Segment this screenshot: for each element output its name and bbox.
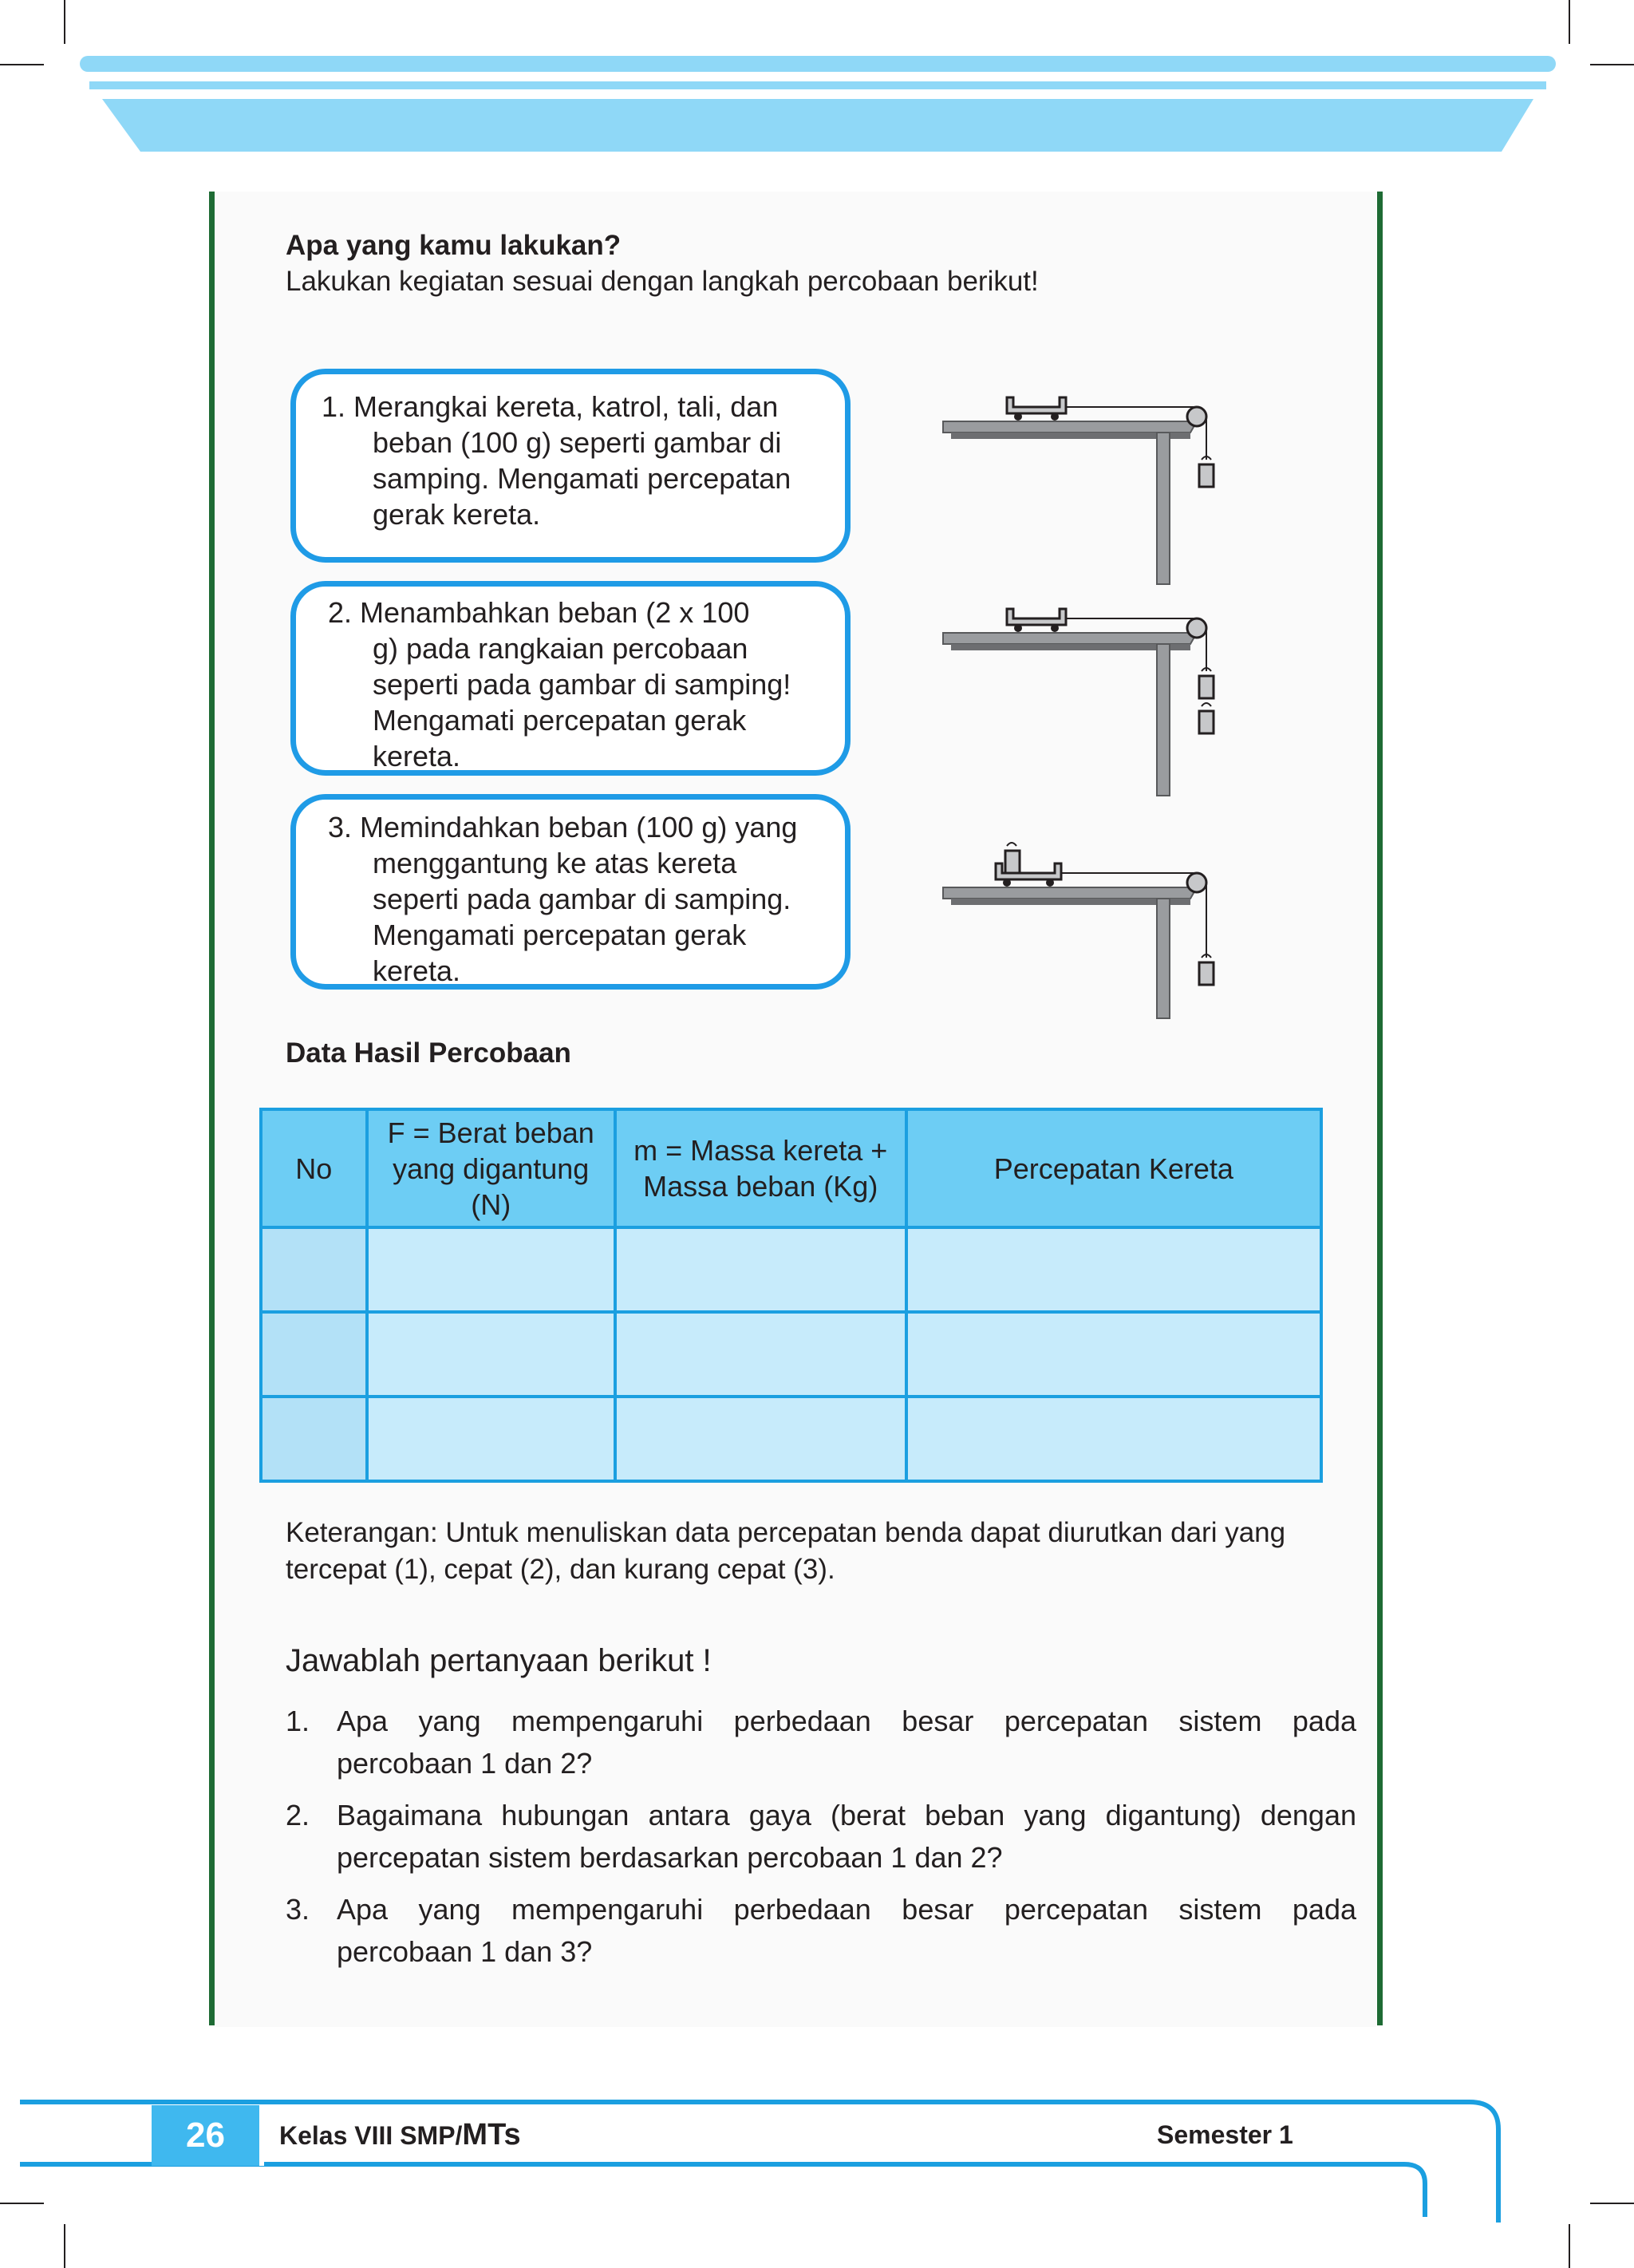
results-heading: Data Hasil Percobaan [286,1037,571,1069]
table-cell[interactable] [906,1312,1321,1397]
column-header-acceleration: Percepatan Kereta [906,1109,1321,1227]
crop-mark [1569,2224,1570,2268]
question-item [286,1888,1356,1973]
column-header-force: F = Berat beban yang digantung (N) [367,1109,615,1227]
step-line: 2. Menambahkan beban (2 x 100 [328,596,750,629]
step-line: kereta. [373,740,461,772]
footer-class-label: Kelas VIII SMP/MTs [279,2118,521,2151]
table-row [261,1397,1321,1481]
step-line: samping. Mengamati percepatan [373,462,791,495]
question-number: 1. [286,1705,310,1737]
table-header-row [261,1109,1321,1227]
step-line: 3. Memindahkan beban (100 g) yang [328,811,798,844]
table-row [261,1227,1321,1312]
questions-heading: Jawablah pertanyaan berikut ! [286,1643,712,1678]
table-cell[interactable] [367,1227,615,1312]
right-margin-rule [1377,192,1383,2025]
step-line: menggantung ke atas kereta [373,847,737,879]
step-line: Mengamati percepatan gerak [373,919,747,951]
footer-semester: Semester 1 [1157,2120,1293,2149]
step-text [328,809,839,989]
activity-heading: Apa yang kamu lakukan? [286,230,622,261]
activity-instruction: Lakukan kegiatan sesuai dengan langkah percobaan berikut! [286,266,1039,297]
apparatus-figure-1 [933,383,1229,591]
table-cell[interactable] [615,1227,906,1312]
step-box-2 [290,581,851,776]
question-text: percepatan sistem berdasarkan percobaan 1 dan 2? [337,1841,1003,1874]
step-line: Mengamati percepatan gerak [373,704,747,737]
step-text [328,595,823,774]
step-box-1 [290,369,851,563]
apparatus-figure-2 [933,595,1229,802]
page-number: 26 [186,2116,225,2155]
note-line-1: Keterangan: Untuk menuliskan data percepatan benda dapat diurutkan dari yang [286,1517,1286,1548]
question-item [286,1794,1356,1879]
step-text [322,389,803,532]
apparatus-figure-3 [933,822,1229,1029]
question-number: 3. [286,1893,310,1926]
table-cell[interactable] [906,1397,1321,1481]
step-box-3 [290,794,851,990]
column-header-mass: m = Massa kereta + Massa beban (Kg) [615,1109,906,1227]
crop-mark [64,2224,65,2268]
column-header-no: No [261,1109,367,1227]
question-text: Apa yang mempengaruhi perbedaan besar percepatan sistem pada [337,1705,1356,1737]
question-number: 2. [286,1799,310,1831]
note-line-2: tercepat (1), cepat (2), dan kurang cepat (3). [286,1554,835,1585]
table-cell[interactable] [615,1312,906,1397]
table-cell[interactable] [906,1227,1321,1312]
table-cell[interactable] [261,1312,367,1397]
step-line: seperti pada gambar di samping. [373,883,791,915]
table-cell[interactable] [367,1312,615,1397]
step-line: seperti pada gambar di samping! [373,668,791,701]
question-item [286,1700,1356,1784]
left-margin-rule [209,192,215,2025]
step-line: 1. Merangkai kereta, katrol, tali, dan [322,390,779,423]
step-line: beban (100 g) seperti gambar di [373,426,782,459]
step-line: g) pada rangkaian percobaan [373,632,748,665]
question-list [286,1700,1356,1982]
step-line: gerak kereta. [373,498,541,531]
header-band [0,0,1634,160]
results-table [259,1108,1323,1483]
table-cell[interactable] [261,1397,367,1481]
question-text: percobaan 1 dan 3? [337,1935,593,1968]
table-cell[interactable] [367,1397,615,1481]
question-text: Apa yang mempengaruhi perbedaan besar percepatan sistem pada [337,1893,1356,1926]
question-text: percobaan 1 dan 2? [337,1747,593,1780]
table-cell[interactable] [261,1227,367,1312]
step-line: kereta. [373,954,461,987]
table-row [261,1312,1321,1397]
table-cell[interactable] [615,1397,906,1481]
question-text: Bagaimana hubungan antara gaya (berat beban yang digantung) dengan [337,1799,1356,1831]
